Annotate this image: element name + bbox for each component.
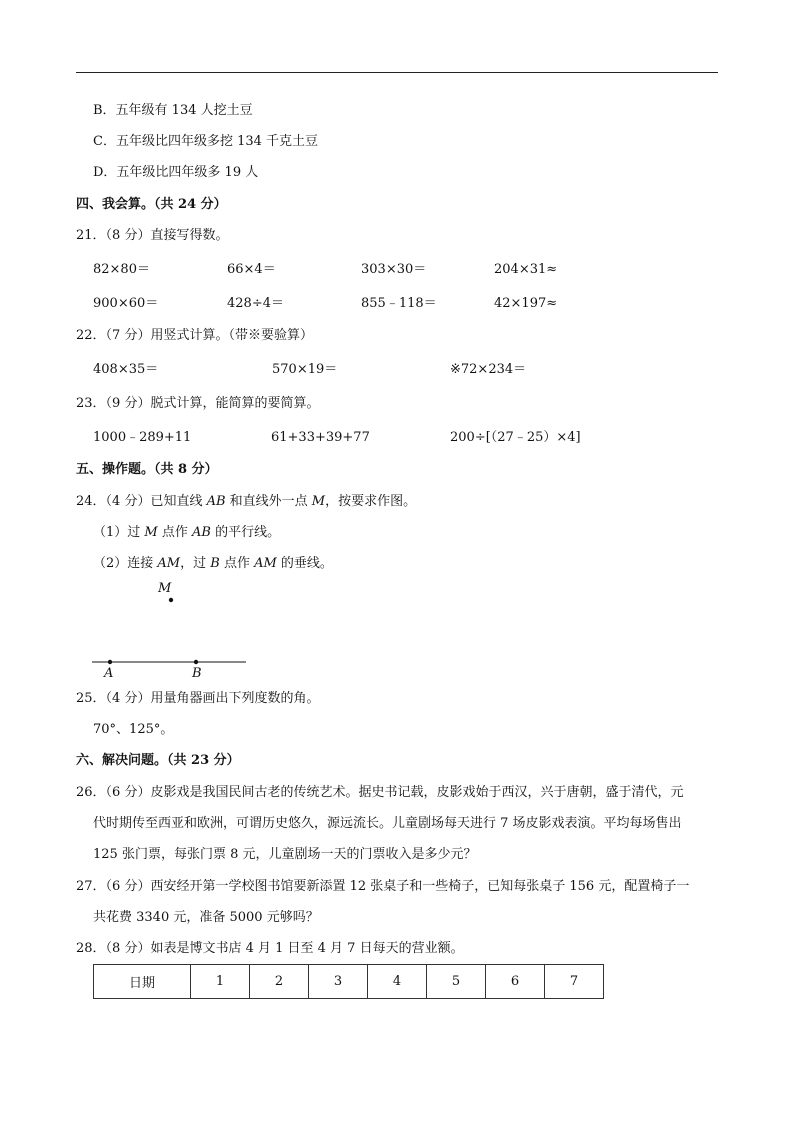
revenue-table <box>93 964 604 999</box>
q24-sub-1: （1）过 M 点作 AB 的平行线。 <box>93 525 281 540</box>
q21-item: 42×197≈ <box>494 296 558 311</box>
table-cell: 日期 <box>94 965 191 999</box>
q23-stem: 23．（9 分）脱式计算，能简算的要简算。 <box>76 396 320 411</box>
table-row <box>94 965 604 999</box>
q27-line-1: 27．（6 分）西安经开第一学校图书馆要新添置 12 张桌子和一些椅子，已知每张桌子 156 元，配置椅子一 <box>76 879 690 894</box>
q24-stem: 24．（4 分）已知直线 AB 和直线外一点 M，按要求作图。 <box>76 494 417 509</box>
q21-item: 204×31≈ <box>494 262 558 277</box>
q22-item: 570×19＝ <box>272 362 338 377</box>
table-cell: 7 <box>545 965 604 999</box>
table-cell: 3 <box>309 965 368 999</box>
label-m: M <box>158 581 172 596</box>
label-a: A <box>104 666 114 681</box>
q21-item: 855﹣118＝ <box>361 296 437 311</box>
q22-stem: 22．（7 分）用竖式计算。（带※要验算） <box>76 328 313 343</box>
q27-line-2: 共花费 3340 元，准备 5000 元够吗？ <box>93 910 319 925</box>
table-cell: 4 <box>368 965 427 999</box>
q21-stem: 21．（8 分）直接写得数。 <box>76 228 229 243</box>
q21-item: 303×30＝ <box>361 262 427 277</box>
point-a <box>108 660 112 664</box>
q22-item: ※72×234＝ <box>450 362 527 377</box>
q23-item: 61+33+39+77 <box>271 430 370 445</box>
q26-line-1: 26．（6 分）皮影戏是我国民间古老的传统艺术。据史书记载，皮影戏始于西汉，兴于唐朝，盛于清代，元 <box>76 785 684 800</box>
q21-item: 66×4＝ <box>227 262 276 277</box>
q23-item: 200÷[（27﹣25）×4] <box>450 430 581 445</box>
line-ab-figure <box>88 578 258 678</box>
table-cell: 5 <box>427 965 486 999</box>
q21-item: 428÷4＝ <box>227 296 284 311</box>
q28-stem: 28．（8 分）如表是博文书店 4 月 1 日至 4 月 7 日每天的营业额。 <box>76 941 464 956</box>
q25-stem: 25．（4 分）用量角器画出下列度数的角。 <box>76 691 320 706</box>
q21-item: 900×60＝ <box>93 296 159 311</box>
q26-line-2: 代时期传至西亚和欧洲，可谓历史悠久，源远流长。儿童剧场每天进行 7 场皮影戏表演。平均每场售出 <box>93 816 682 831</box>
q23-item: 1000﹣289+11 <box>93 430 192 445</box>
q26-line-3: 125 张门票，每张门票 8 元，儿童剧场一天的门票收入是多少元？ <box>93 847 477 862</box>
table-cell: 2 <box>250 965 309 999</box>
table-cell: 6 <box>486 965 545 999</box>
section-6-title: 六、解决问题。（共 23 分） <box>76 753 240 768</box>
q22-item: 408×35＝ <box>93 362 159 377</box>
header-rule <box>76 72 718 73</box>
option-c: C．五年级比四年级多挖 134 千克土豆 <box>93 134 319 149</box>
point-m <box>169 598 173 602</box>
q21-item: 82×80＝ <box>93 262 150 277</box>
section-4-title: 四、我会算。（共 24 分） <box>76 197 227 212</box>
option-b: B．五年级有 134 人挖土豆 <box>93 103 253 118</box>
q24-sub-2: （2）连接 AM，过 B 点作 AM 的垂线。 <box>93 556 333 571</box>
option-d: D．五年级比四年级多 19 人 <box>93 165 259 180</box>
section-5-title: 五、操作题。（共 8 分） <box>76 462 218 477</box>
table-cell: 1 <box>191 965 250 999</box>
label-b: B <box>192 666 202 681</box>
q25-angles: 70°、125°。 <box>93 722 174 737</box>
point-b <box>194 660 198 664</box>
